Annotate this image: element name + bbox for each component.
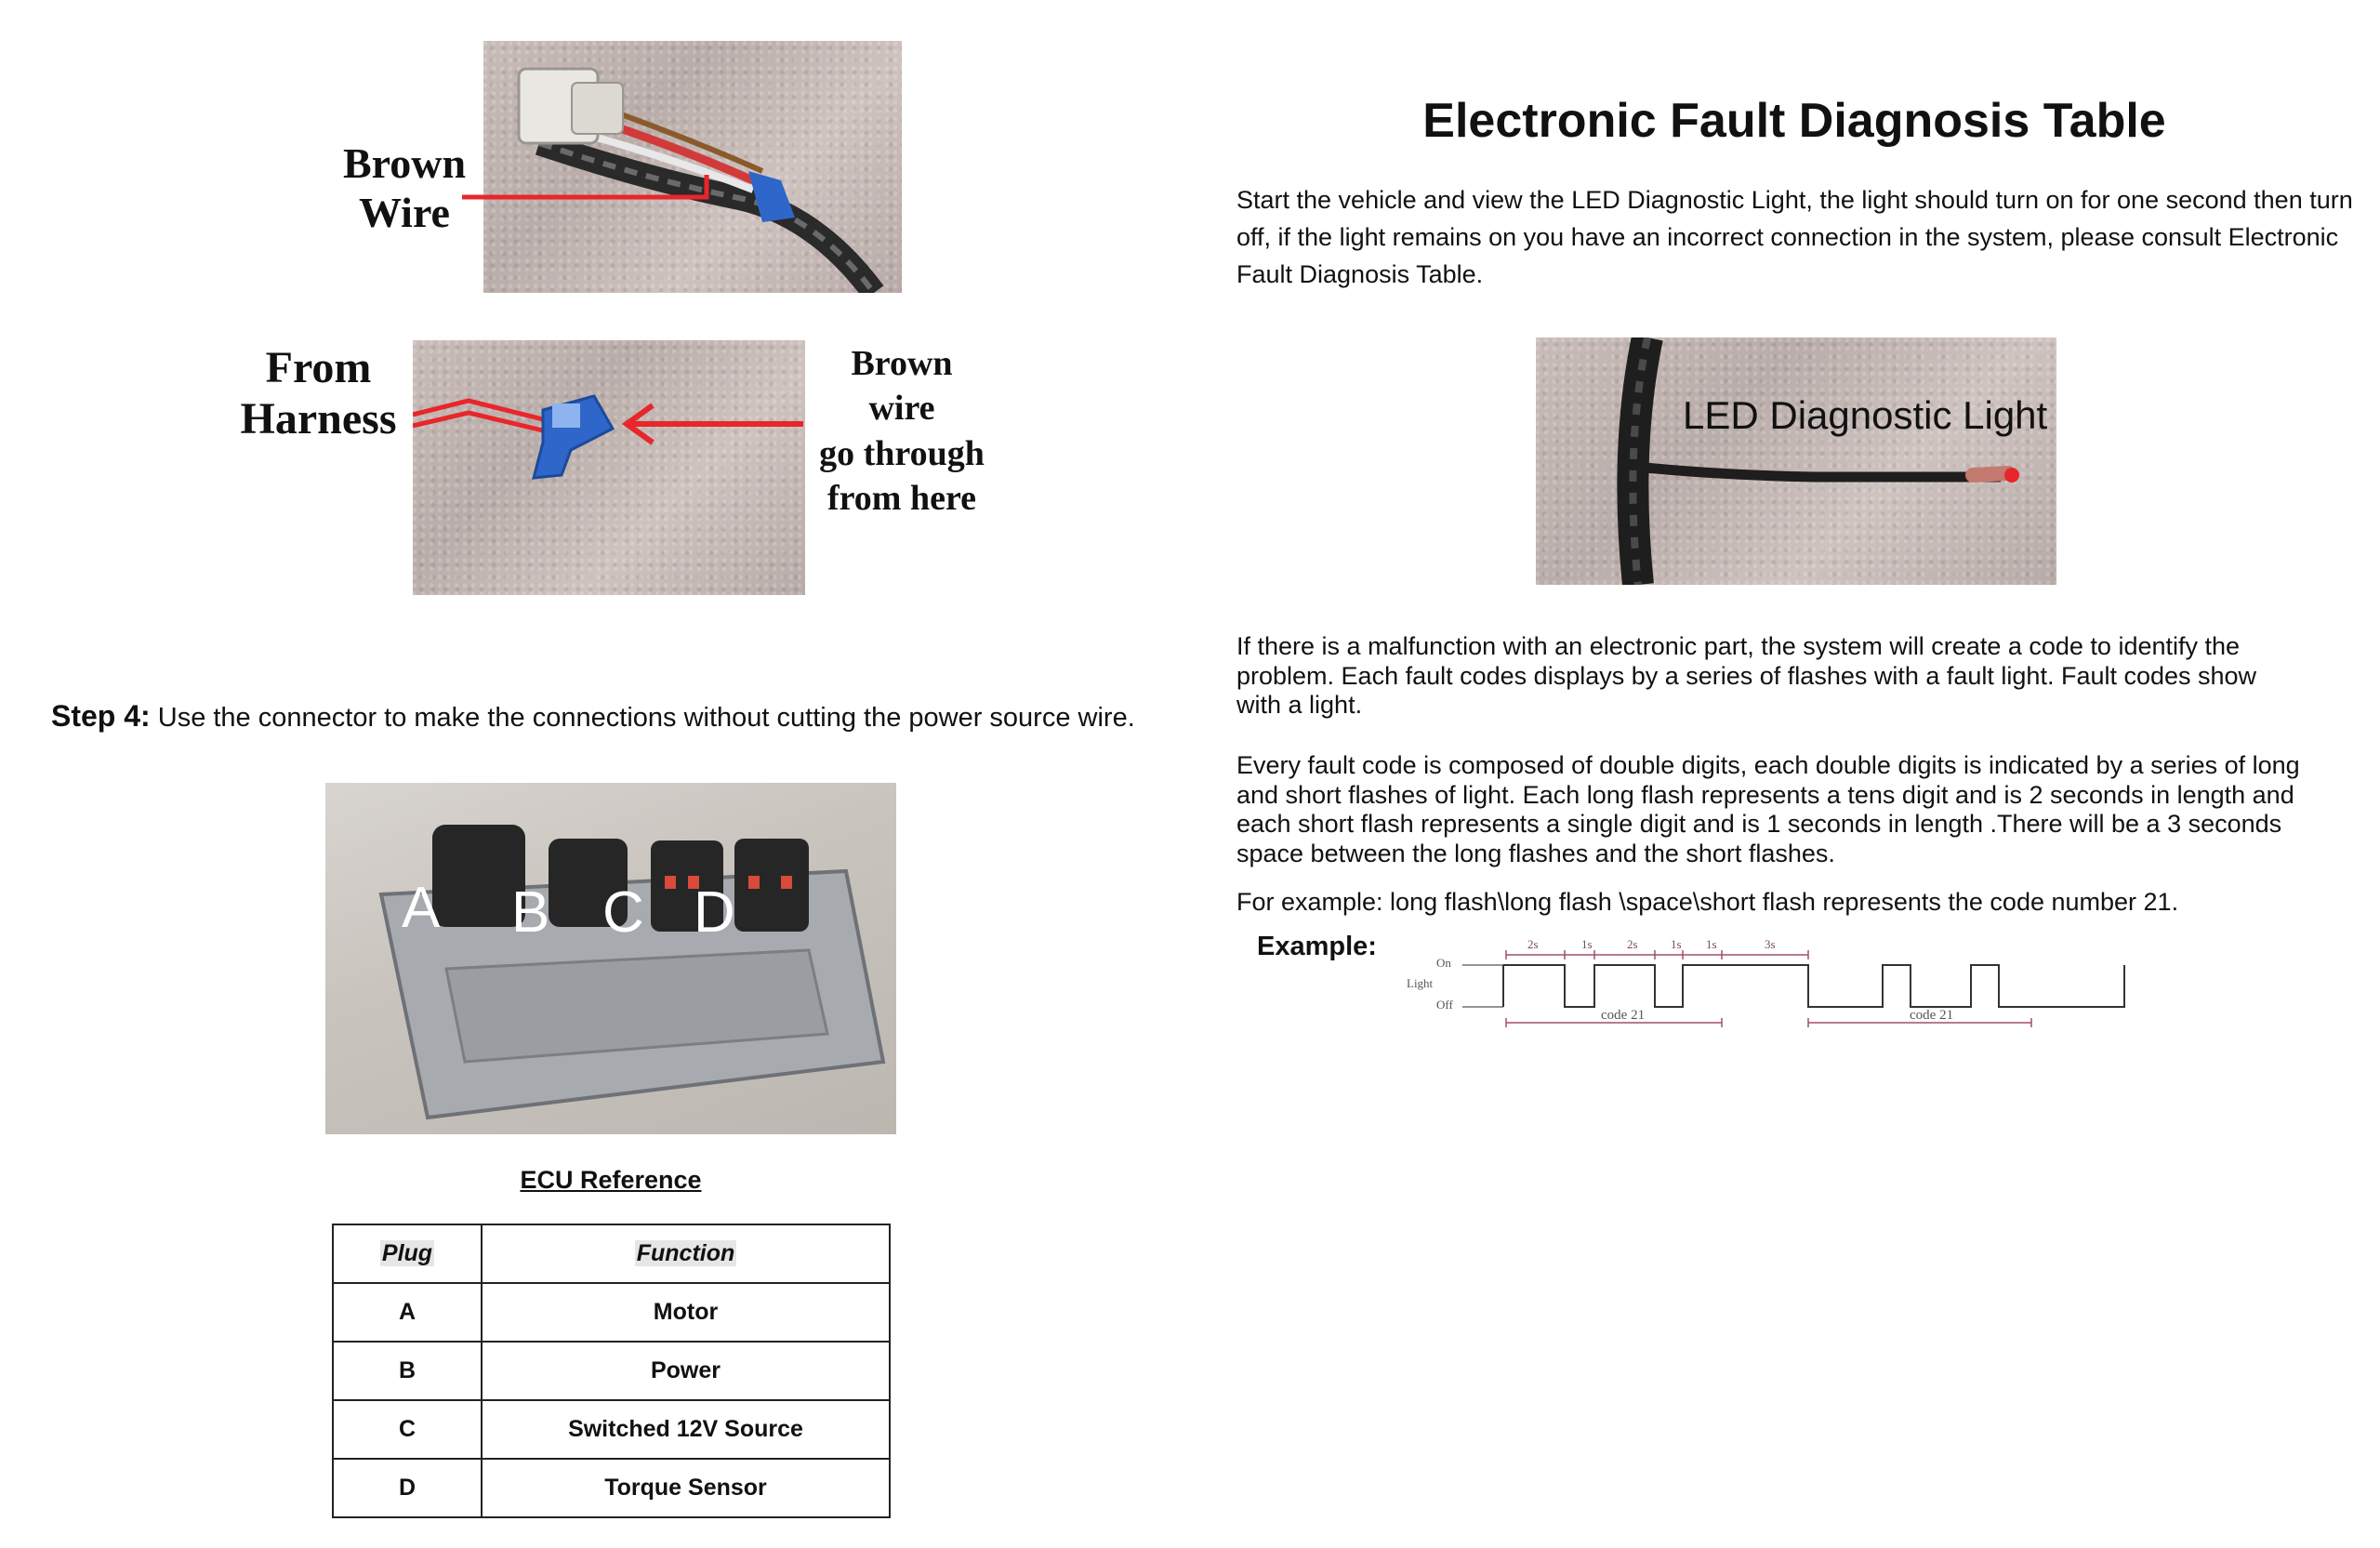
function-cell: Power xyxy=(482,1342,890,1400)
tap-connector-drawing xyxy=(413,340,805,595)
plug-cell: A xyxy=(333,1283,482,1342)
tap-connector-photo xyxy=(413,340,805,595)
timing-label: 1s xyxy=(1581,937,1593,951)
table-row xyxy=(333,1283,890,1342)
plug-cell: B xyxy=(333,1342,482,1400)
header-function-label: Function xyxy=(636,1240,735,1266)
led-diagnostic-light-label: LED Diagnostic Light xyxy=(1683,393,2048,437)
flash-square-wave xyxy=(1503,965,2124,1007)
intro-paragraph: Start the vehicle and view the LED Diagnostic Light, the light should turn on for one second then turn off, if the light remains on you have an incorrect connection in the system, please consult Electronic Fault Diagnosis Table. xyxy=(1236,186,2353,288)
example-paragraph: For example: long flash\long flash \space\short flash represents the code number 21. xyxy=(1236,888,2179,916)
brown-wire-arrow xyxy=(460,167,711,223)
led-wire xyxy=(1646,468,2001,477)
example-label: Example: xyxy=(1257,932,1377,961)
step-4-text: Use the connector to make the connections without cutting the power source wire. xyxy=(150,703,1135,733)
plug-letter: D xyxy=(694,880,735,945)
step-4-instruction xyxy=(51,699,1135,734)
table-row xyxy=(333,1459,890,1517)
plug-letter: B xyxy=(511,880,550,945)
function-cell: Switched 12V Source xyxy=(482,1400,890,1459)
timing-label: 1s xyxy=(1671,937,1682,951)
page-title: Electronic Fault Diagnosis Table xyxy=(1422,94,2166,148)
on-level-label: On xyxy=(1436,956,1451,970)
from-harness-label: From Harness xyxy=(240,343,397,444)
timing-label: 3s xyxy=(1765,937,1776,951)
table-row xyxy=(333,1342,890,1400)
led-drawing xyxy=(1536,337,2056,585)
plug-cell: D xyxy=(333,1459,482,1517)
brown-wire-label: Brown Wire xyxy=(342,139,467,236)
double-digits-paragraph: Every fault code is composed of double digits, each double digits is indicated by a series of long and short flashes of light. Each long flash represents a tens digit and is 2 seconds in length and each short flash represents a single digit and is 1 seconds in length .There will be a 3 seconds space between the long flashes and the short flashes. xyxy=(1236,751,2300,867)
table-header-row xyxy=(333,1224,890,1283)
red-led xyxy=(2004,468,2019,483)
timing-label: 2s xyxy=(1627,937,1638,951)
function-cell: Motor xyxy=(482,1283,890,1342)
light-axis-label: Light xyxy=(1407,976,1434,990)
flash-code-waveform xyxy=(1399,930,2134,1032)
table-row xyxy=(333,1400,890,1459)
plug-cell: C xyxy=(333,1400,482,1459)
timing-dimension-line xyxy=(1506,950,1808,959)
plug-d-socket xyxy=(734,839,809,932)
header-plug xyxy=(333,1224,482,1283)
header-function xyxy=(482,1224,890,1283)
timing-label: 1s xyxy=(1706,937,1717,951)
ecu-photo xyxy=(325,783,896,1134)
code-label: code 21 xyxy=(1601,1008,1646,1023)
malfunction-paragraph: If there is a malfunction with an electronic part, the system will create a code to identify the problem. Each fault codes displays by a series of flashes with a fault light. Fault codes show with a light. xyxy=(1236,632,2257,719)
led-diagnostic-photo xyxy=(1536,337,2056,585)
step-4-prefix: Step 4: xyxy=(51,699,151,733)
code-label: code 21 xyxy=(1910,1008,1954,1023)
ecu-drawing xyxy=(325,783,896,1134)
plug-letter: C xyxy=(602,880,644,945)
brown-wire-through-label: Brown wire go through from here xyxy=(819,344,985,518)
timing-label: 2s xyxy=(1527,937,1539,951)
ecu-reference-title: ECU Reference xyxy=(520,1166,702,1194)
ecu-reference-table xyxy=(332,1224,891,1518)
function-cell: Torque Sensor xyxy=(482,1459,890,1517)
off-level-label: Off xyxy=(1436,998,1453,1012)
header-plug-label: Plug xyxy=(381,1240,433,1266)
plug-letter: A xyxy=(402,876,441,940)
